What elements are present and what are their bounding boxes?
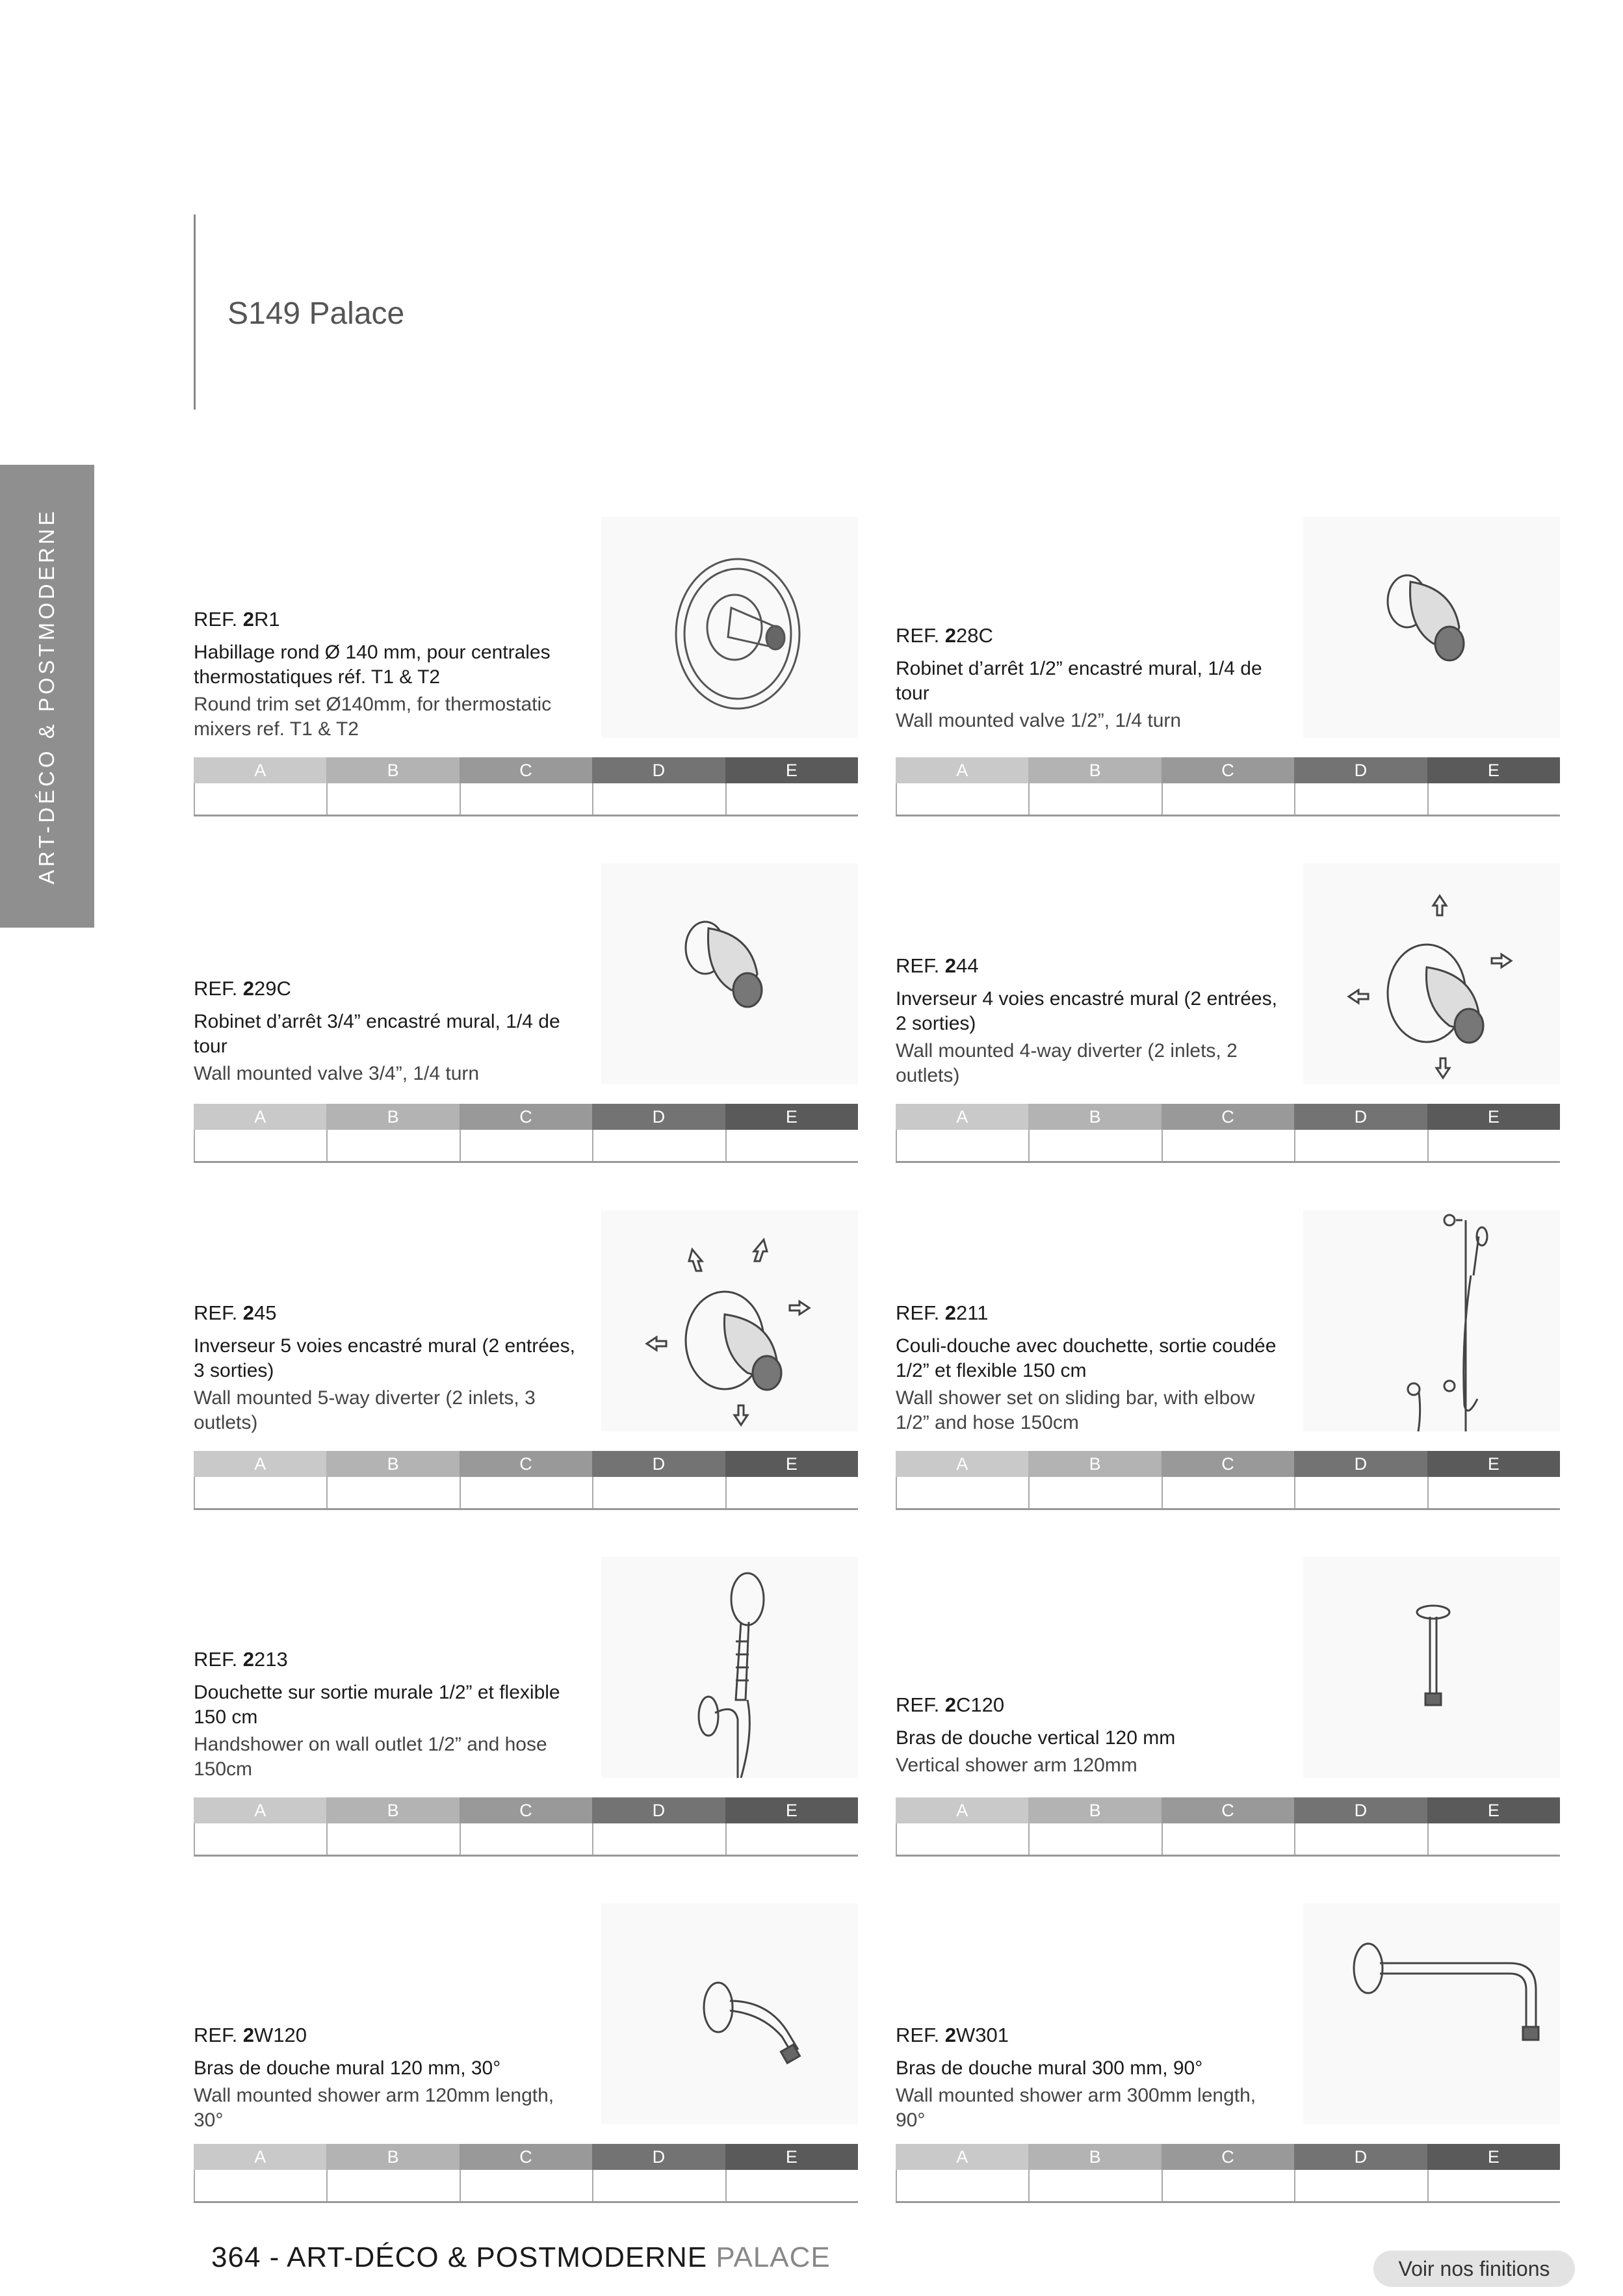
product-ref: REF. 228C: [896, 624, 993, 647]
finitions-button[interactable]: Voir nos finitions: [1373, 2250, 1575, 2287]
finish-header: [194, 1104, 858, 1130]
diverter-5-way-icon: [601, 1210, 858, 1431]
finish-column-C: C: [1162, 1451, 1294, 1477]
wall-valve-icon: [1303, 517, 1560, 738]
product-card: [194, 1557, 858, 1856]
finish-row: [194, 1130, 858, 1163]
finish-cell-C[interactable]: [1162, 1823, 1294, 1855]
product-card: [896, 863, 1560, 1162]
finish-cell-D[interactable]: [1294, 783, 1427, 815]
product-text: [896, 954, 1286, 1088]
product-image: [1303, 863, 1560, 1084]
finish-cell-D[interactable]: [1294, 1823, 1427, 1855]
finish-cell-E[interactable]: [1427, 1823, 1560, 1855]
finish-cell-E[interactable]: [725, 1823, 858, 1855]
finish-row: [194, 783, 858, 816]
finish-column-A: A: [194, 1451, 326, 1477]
sliding-bar-shower-icon: [1303, 1210, 1560, 1431]
finish-cell-E[interactable]: [725, 2170, 858, 2201]
finish-cell-A[interactable]: [194, 2170, 326, 2201]
finish-cell-B[interactable]: [1028, 2170, 1161, 2201]
finish-cell-A[interactable]: [896, 783, 1028, 815]
finish-column-D: D: [592, 757, 725, 783]
product-image: [601, 1557, 858, 1778]
product-description-en: Wall mounted 5-way diverter (2 inlets, 3 outlets): [194, 1387, 536, 1433]
finish-column-B: B: [326, 2144, 459, 2170]
product-card: [194, 1903, 858, 2202]
finish-column-A: A: [194, 1104, 326, 1130]
product-description-en: Wall mounted shower arm 300mm length, 90°: [896, 2085, 1256, 2131]
product-ref: REF. 2211: [896, 1301, 989, 1324]
finish-column-A: A: [896, 1104, 1028, 1130]
product-card: [896, 1903, 1560, 2202]
finish-cell-D[interactable]: [592, 2170, 725, 2201]
finish-cell-C[interactable]: [460, 1823, 592, 1855]
finish-table: [194, 757, 858, 816]
product-card: [896, 1557, 1560, 1856]
finish-table: [896, 1104, 1560, 1163]
finish-column-D: D: [1294, 1797, 1427, 1823]
finish-column-A: A: [896, 1797, 1028, 1823]
product-text: [194, 1648, 584, 1782]
finish-cell-A[interactable]: [896, 2170, 1028, 2201]
product-text: [194, 977, 584, 1086]
finish-column-A: A: [896, 2144, 1028, 2170]
finish-column-E: E: [725, 1451, 858, 1477]
product-text: [896, 1693, 1286, 1778]
product-description-en: Round trim set Ø140mm, for thermostatic mixers ref. T1 & T2: [194, 694, 552, 740]
finish-column-D: D: [592, 1104, 725, 1130]
finish-cell-C[interactable]: [460, 2170, 592, 2201]
finish-column-B: B: [1028, 1797, 1161, 1823]
finish-column-D: D: [1294, 1451, 1427, 1477]
finish-cell-E[interactable]: [725, 783, 858, 815]
finish-cell-E[interactable]: [1427, 1477, 1560, 1508]
finish-table: [896, 2144, 1560, 2203]
wall-shower-arm-long-icon: [1303, 1903, 1560, 2124]
finish-row: [896, 783, 1560, 816]
product-image: [1303, 1557, 1560, 1778]
finish-table: [896, 757, 1560, 816]
product-ref: REF. 2C120: [896, 1693, 1005, 1716]
finish-cell-A[interactable]: [194, 1130, 326, 1161]
finish-column-C: C: [1162, 2144, 1294, 2170]
product-image: [601, 1210, 858, 1431]
finish-header: [194, 1451, 858, 1477]
finish-column-E: E: [725, 1104, 858, 1130]
finish-column-A: A: [194, 2144, 326, 2170]
finish-cell-B[interactable]: [1028, 1130, 1161, 1161]
finish-cell-D[interactable]: [1294, 1477, 1427, 1508]
finish-cell-C[interactable]: [460, 783, 592, 815]
vertical-shower-arm-icon: [1303, 1557, 1560, 1778]
product-ref: REF. 2213: [194, 1648, 288, 1671]
finish-column-D: D: [1294, 1104, 1427, 1130]
finish-column-A: A: [896, 1451, 1028, 1477]
product-text: [194, 608, 584, 742]
finish-row: [896, 1130, 1560, 1163]
footer-main: 364 - ART-DÉCO & POSTMODERNE: [211, 2241, 716, 2273]
product-image: [1303, 1210, 1560, 1431]
finish-cell-D[interactable]: [1294, 1130, 1427, 1161]
product-card: [896, 1210, 1560, 1509]
product-image: [601, 863, 858, 1084]
side-tab-label: ART-DÉCO & POSTMODERNE: [34, 508, 58, 885]
finish-column-A: A: [194, 757, 326, 783]
finish-column-E: E: [725, 2144, 858, 2170]
product-card: [194, 863, 858, 1162]
finish-cell-A[interactable]: [896, 1130, 1028, 1161]
finish-header: [194, 757, 858, 783]
finish-header: [896, 1797, 1560, 1823]
title-rule: [194, 215, 196, 410]
finish-cell-C[interactable]: [1162, 1477, 1294, 1508]
round-trim-set-icon: [601, 517, 858, 738]
product-card: [896, 517, 1560, 816]
finish-cell-A[interactable]: [194, 1477, 326, 1508]
finish-column-B: B: [326, 1104, 459, 1130]
finish-cell-A[interactable]: [896, 1477, 1028, 1508]
footer-accent: PALACE: [716, 2241, 831, 2273]
product-description-fr: Douchette sur sortie murale 1/2” et flexible 150 cm: [194, 1682, 560, 1728]
finish-table: [896, 1797, 1560, 1857]
finish-row: [194, 1823, 858, 1857]
product-text: [194, 2024, 584, 2133]
finish-column-C: C: [1162, 757, 1294, 783]
finish-cell-B[interactable]: [326, 783, 459, 815]
product-description-fr: Couli-douche avec douchette, sortie coudée 1/2” et flexible 150 cm: [896, 1335, 1277, 1381]
product-ref: REF. 229C: [194, 977, 291, 1000]
finish-cell-E[interactable]: [725, 1477, 858, 1508]
product-image: [1303, 517, 1560, 738]
product-ref: REF. 244: [896, 954, 979, 977]
finish-cell-A[interactable]: [194, 1823, 326, 1855]
product-text: [194, 1301, 584, 1435]
side-tab: [0, 465, 94, 928]
finish-column-C: C: [460, 757, 592, 783]
finish-cell-B[interactable]: [326, 1130, 459, 1161]
product-description-fr: Inverseur 5 voies encastré mural (2 entrées, 3 sorties): [194, 1335, 575, 1381]
product-image: [601, 1903, 858, 2124]
product-description-en: Handshower on wall outlet 1/2” and hose 150cm: [194, 1734, 547, 1780]
product-card: [194, 1210, 858, 1509]
finish-cell-E[interactable]: [725, 1130, 858, 1161]
finish-column-D: D: [1294, 757, 1427, 783]
product-ref: REF. 245: [194, 1301, 277, 1324]
product-ref: REF. 2W301: [896, 2024, 1009, 2046]
product-description-fr: Bras de douche mural 300 mm, 90°: [896, 2057, 1203, 2079]
finish-cell-E[interactable]: [1427, 2170, 1560, 2201]
product-description-en: Wall shower set on sliding bar, with elbow 1/2” and hose 150cm: [896, 1387, 1255, 1433]
finish-cell-B[interactable]: [326, 1477, 459, 1508]
finish-column-E: E: [725, 757, 858, 783]
finish-table: [194, 1797, 858, 1857]
finish-row: [896, 1823, 1560, 1857]
product-description-fr: Inverseur 4 voies encastré mural (2 entrées, 2 sorties): [896, 988, 1277, 1034]
diverter-4-way-icon: [1303, 863, 1560, 1084]
finish-cell-C[interactable]: [1162, 2170, 1294, 2201]
finish-cell-D[interactable]: [592, 783, 725, 815]
finish-row: [896, 2170, 1560, 2203]
product-description-fr: Bras de douche mural 120 mm, 30°: [194, 2057, 501, 2079]
finish-table: [194, 2144, 858, 2203]
finish-column-B: B: [1028, 757, 1161, 783]
finish-cell-C[interactable]: [1162, 1130, 1294, 1161]
finish-column-C: C: [460, 1797, 592, 1823]
finish-row: [194, 2170, 858, 2203]
finish-cell-D[interactable]: [1294, 2170, 1427, 2201]
finish-cell-A[interactable]: [896, 1823, 1028, 1855]
product-card: [194, 517, 858, 816]
finish-table: [896, 1451, 1560, 1510]
finish-column-B: B: [1028, 1104, 1161, 1130]
finish-column-C: C: [460, 1451, 592, 1477]
finish-header: [194, 2144, 858, 2170]
finish-column-B: B: [1028, 2144, 1161, 2170]
product-description-en: Wall mounted shower arm 120mm length, 30°: [194, 2085, 554, 2131]
finish-column-E: E: [1427, 757, 1560, 783]
finish-column-B: B: [326, 1797, 459, 1823]
finish-cell-E[interactable]: [1427, 783, 1560, 815]
wall-valve-icon: [601, 863, 858, 1084]
footer: [211, 2241, 831, 2274]
product-description-fr: Robinet d’arrêt 1/2” encastré mural, 1/4 de tour: [896, 658, 1262, 704]
product-ref: REF. 2R1: [194, 608, 280, 631]
product-text: [896, 624, 1286, 733]
finish-header: [896, 1451, 1560, 1477]
finish-cell-B[interactable]: [1028, 1823, 1161, 1855]
finish-column-E: E: [1427, 2144, 1560, 2170]
product-description-en: Wall mounted valve 1/2”, 1/4 turn: [896, 710, 1182, 731]
finish-column-B: B: [1028, 1451, 1161, 1477]
finish-column-E: E: [1427, 1797, 1560, 1823]
page-title: S149 Palace: [227, 296, 405, 331]
finish-header: [896, 757, 1560, 783]
product-description-fr: Habillage rond Ø 140 mm, pour centrales thermostatiques réf. T1 & T2: [194, 642, 551, 688]
product-description-fr: Robinet d’arrêt 3/4” encastré mural, 1/4 de tour: [194, 1011, 560, 1057]
product-text: [896, 2024, 1286, 2133]
finish-column-B: B: [326, 1451, 459, 1477]
finish-column-C: C: [1162, 1797, 1294, 1823]
finish-cell-B[interactable]: [326, 2170, 459, 2201]
finish-column-D: D: [592, 2144, 725, 2170]
product-ref: REF. 2W120: [194, 2024, 307, 2046]
finish-column-E: E: [1427, 1104, 1560, 1130]
finish-cell-B[interactable]: [1028, 783, 1161, 815]
handshower-icon: [601, 1557, 858, 1778]
finish-cell-C[interactable]: [1162, 783, 1294, 815]
product-description-en: Vertical shower arm 120mm: [896, 1755, 1137, 1776]
finish-table: [194, 1104, 858, 1163]
finish-column-E: E: [725, 1797, 858, 1823]
product-description-en: Wall mounted 4-way diverter (2 inlets, 2 outlets): [896, 1040, 1238, 1086]
finish-cell-B[interactable]: [1028, 1477, 1161, 1508]
finish-column-C: C: [460, 1104, 592, 1130]
product-description-fr: Bras de douche vertical 120 mm: [896, 1727, 1176, 1749]
finish-column-E: E: [1427, 1451, 1560, 1477]
finish-table: [194, 1451, 858, 1510]
product-text: [896, 1301, 1286, 1435]
finish-column-A: A: [194, 1797, 326, 1823]
finish-cell-B[interactable]: [326, 1823, 459, 1855]
finish-column-D: D: [592, 1451, 725, 1477]
wall-shower-arm-short-icon: [601, 1903, 858, 2124]
finish-cell-C[interactable]: [460, 1477, 592, 1508]
product-image: [1303, 1903, 1560, 2124]
finish-cell-D[interactable]: [592, 1130, 725, 1161]
product-description-en: Wall mounted valve 3/4”, 1/4 turn: [194, 1063, 480, 1084]
finish-row: [896, 1477, 1560, 1510]
finish-header: [896, 2144, 1560, 2170]
finish-column-C: C: [460, 2144, 592, 2170]
finish-header: [194, 1797, 858, 1823]
finish-column-A: A: [896, 757, 1028, 783]
product-image: [601, 517, 858, 738]
finish-column-B: B: [326, 757, 459, 783]
finish-cell-C[interactable]: [460, 1130, 592, 1161]
finish-header: [896, 1104, 1560, 1130]
finish-column-D: D: [1294, 2144, 1427, 2170]
finish-row: [194, 1477, 858, 1510]
finish-column-C: C: [1162, 1104, 1294, 1130]
finish-column-D: D: [592, 1797, 725, 1823]
finish-cell-A[interactable]: [194, 783, 326, 815]
finish-cell-E[interactable]: [1427, 1130, 1560, 1161]
finish-cell-D[interactable]: [592, 1823, 725, 1855]
finish-cell-D[interactable]: [592, 1477, 725, 1508]
